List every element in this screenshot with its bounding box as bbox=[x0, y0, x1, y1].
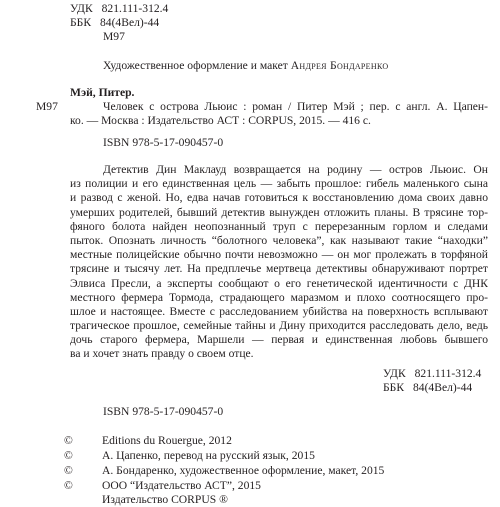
annotation-line: из полиции и его единственная цель — забыть прошлое: гибель маленького сына bbox=[70, 177, 488, 191]
copyright-text: Editions du Rouergue, 2012 bbox=[102, 434, 232, 447]
top-udk-label: УДК bbox=[70, 2, 93, 15]
top-bbk-label: ББК bbox=[70, 16, 92, 29]
annotation-line: трагическое прошлое, семейные тайны и Дину приходится расследовать дело, ведь bbox=[70, 319, 488, 333]
copyright-row bbox=[64, 464, 484, 478]
copyright-text: А. Бондаренко, художественное оформление, макет, 2015 bbox=[102, 464, 385, 477]
design-credit-text: Художественное оформление и макет bbox=[103, 59, 288, 72]
bottom-bbk-label: ББК bbox=[383, 381, 405, 394]
annotation-line: местные полицейские обычно почти невозможно — он мог пролежать в торфяной bbox=[70, 248, 488, 262]
copyright-row bbox=[64, 449, 484, 463]
catalog-isbn: ISBN 978-5-17-090457-0 bbox=[103, 136, 224, 149]
bottom-bbk-value: 84(4Вел)-44 bbox=[412, 381, 473, 394]
top-udk-value: 821.111-312.4 bbox=[101, 2, 169, 15]
copyright-symbol: © bbox=[64, 464, 73, 477]
copyright-text: Издательство CORPUS ® bbox=[102, 493, 228, 506]
catalog-heading: Мэй, Питер. bbox=[70, 86, 135, 99]
copyright-text: ООО “Издательство АСТ”, 2015 bbox=[102, 479, 261, 492]
annotation-line: фяного болота найден неопознанный труп с перерезанным горлом и следами bbox=[70, 219, 488, 233]
copyright-symbol: © bbox=[64, 449, 73, 462]
top-author-sign: М97 bbox=[103, 30, 125, 43]
annotation-line: ва и хочет знать правду о своем отце. bbox=[70, 347, 254, 361]
catalog-line-1: Человек с острова Льюис : роман / Питер Мэй ; пер. с англ. А. Цапен- bbox=[103, 100, 488, 113]
copyright-symbol: © bbox=[64, 479, 73, 492]
catalog-line-2: ко. — Москва : Издательство АСТ : CORPUS, 2015. — 416 с. bbox=[70, 114, 371, 127]
bottom-isbn: ISBN 978-5-17-090457-0 bbox=[103, 405, 224, 418]
annotation-line: Элвиса Пресли, а эксперты сообщают о его генетической идентичности с ДНК bbox=[70, 276, 488, 290]
bottom-bbk bbox=[383, 381, 472, 395]
annotation-line: и развод с женой. Но, едва начав готовиться к восстановлению дома своих давно bbox=[70, 191, 488, 205]
annotation-paragraph bbox=[70, 163, 488, 362]
copyright-symbol: © bbox=[64, 434, 73, 447]
annotation-line: дочь старого фермера, Маршели — первая и единственная любовь бывшего bbox=[70, 333, 488, 347]
top-udk bbox=[70, 2, 168, 16]
copyright-text: А. Цапенко, перевод на русский язык, 2015 bbox=[102, 449, 315, 462]
annotation-line: Детектив Дин Маклауд возвращается на родину — остров Льюис. Он bbox=[103, 163, 488, 176]
annotation-line: трясине и тысячу лет. На предплечье мертвеца детективы обнаруживают портрет bbox=[70, 262, 488, 276]
bottom-udk-label: УДК bbox=[383, 367, 406, 380]
design-credit bbox=[103, 59, 388, 73]
design-credit-name: Андрея Бондаренко bbox=[290, 59, 389, 72]
bottom-udk bbox=[383, 367, 481, 381]
copyright-row bbox=[64, 479, 484, 493]
copyright-row bbox=[64, 493, 484, 507]
catalog-margin-sign: М97 bbox=[36, 100, 58, 113]
copyright-row bbox=[64, 434, 484, 448]
annotation-line: умерших родителей, бывший детектив вынужден отложить планы. В трясине тор- bbox=[70, 205, 488, 219]
bottom-udk-value: 821.111-312.4 bbox=[414, 367, 482, 380]
annotation-line: местного фермера Тормода, страдающего маразмом и плохо соотносящего про- bbox=[70, 290, 488, 304]
top-bbk-value: 84(4Вел)-44 bbox=[99, 16, 160, 29]
top-bbk bbox=[70, 16, 159, 30]
annotation-line: шлое и настоящее. Вместе с расследованием убийства на поверхность всплывают bbox=[70, 304, 488, 318]
annotation-line: пыток. Опознать личность “болотного человека”, как называют такие “находки” bbox=[70, 233, 488, 247]
